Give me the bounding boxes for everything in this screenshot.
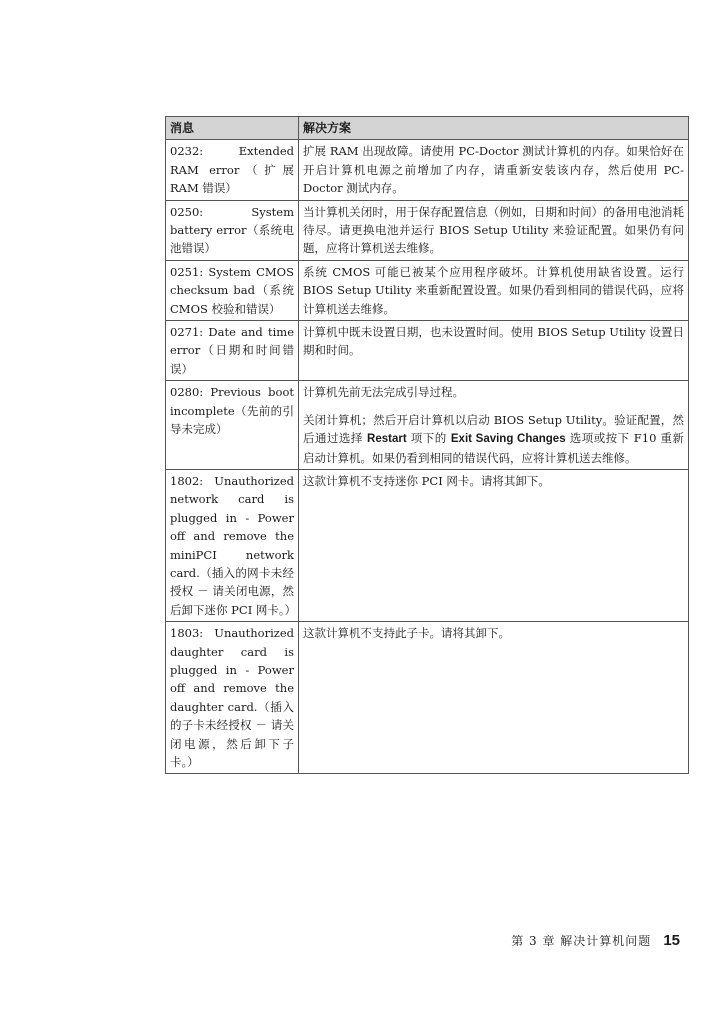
restart-menu-label: Restart xyxy=(367,433,407,446)
header-solution: 解决方案 xyxy=(299,117,689,140)
table-row xyxy=(166,200,689,260)
table-row xyxy=(166,469,689,621)
page-number: 15 xyxy=(663,932,680,949)
solution-text: 扩展 RAM 出现故障。请使用 PC-Doctor 测试计算机的内存。如果恰好在开启计算机电源之前增加了内存，请重新安装该内存，然后使用 PC-Doctor 测试内存。 xyxy=(303,144,684,196)
solution-cell xyxy=(299,200,689,260)
solution-cell xyxy=(299,622,689,774)
message-cell: 0251: System CMOS checksum bad（系统 CMOS 校验和错误） xyxy=(166,260,299,320)
solution-text: 当计算机关闭时，用于保存配置信息（例如，日期和时间）的备用电池消耗待尽。请更换电池并运行 BIOS Setup Utility 来验证配置。如果仍有问题，应将计算机送去维修。 xyxy=(303,204,684,256)
message-cell: 1803: Unauthorized daughter card is plugged in - Power off and remove the daughter card.（插入的子卡未经授权 － 请关闭电源，然后卸下子卡。） xyxy=(166,622,299,774)
table-row xyxy=(166,321,689,381)
chapter-title: 第 3 章 解决计算机问题 xyxy=(511,934,652,948)
solution-part: 项下的 xyxy=(406,431,451,446)
error-message-table xyxy=(165,116,689,774)
solution-text: 计算机中既未设置日期，也未设置时间。使用 BIOS Setup Utility 设置日期和时间。 xyxy=(303,325,684,358)
solution-text-2 xyxy=(303,411,684,467)
solution-cell xyxy=(299,469,689,621)
table-row xyxy=(166,260,689,320)
exit-saving-changes-label: Exit Saving Changes xyxy=(450,433,566,446)
solution-text: 这款计算机不支持迷你 PCI 网卡。请将其卸下。 xyxy=(303,473,550,488)
solution-cell xyxy=(299,321,689,381)
solution-text: 计算机先前无法完成引导过程。 xyxy=(303,385,464,400)
message-cell: 0271: Date and time error（日期和时间错误） xyxy=(166,321,299,381)
message-cell: 0232: Extended RAM error（扩展 RAM 错误） xyxy=(166,140,299,200)
table-row xyxy=(166,381,689,470)
page-footer xyxy=(0,932,680,949)
solution-part: 选项或按下 F10 重新启动计算机。如果仍看到相同的错误代码，应将计算机送去维修。 xyxy=(303,431,684,465)
solution-cell xyxy=(299,140,689,200)
solution-text: 这款计算机不支持此子卡。请将其卸下。 xyxy=(303,626,510,641)
solution-text: 系统 CMOS 可能已被某个应用程序破坏。计算机使用缺省设置。运行 BIOS Setup Utility 来重新配置设置。如果仍看到相同的错误代码，应将计算机送去维修。 xyxy=(303,264,684,316)
solution-cell xyxy=(299,260,689,320)
solution-cell xyxy=(299,381,689,470)
message-cell: 0280: Previous boot incomplete（先前的引导未完成） xyxy=(166,381,299,470)
table-row xyxy=(166,622,689,774)
message-cell: 0250: System battery error（系统电池错误） xyxy=(166,200,299,260)
table-row xyxy=(166,140,689,200)
solution-part: 关闭计算机；然后开启计算机以启动 BIOS Setup Utility。验证配置，然后通过选择 xyxy=(303,412,684,446)
message-cell: 1802: Unauthorized network card is plugged in - Power off and remove the miniPCI network card.（插入的网卡未经授权 － 请关闭电源，然后卸下迷你 PCI 网卡。） xyxy=(166,469,299,621)
table-header-row xyxy=(166,117,689,140)
header-message: 消息 xyxy=(166,117,299,140)
